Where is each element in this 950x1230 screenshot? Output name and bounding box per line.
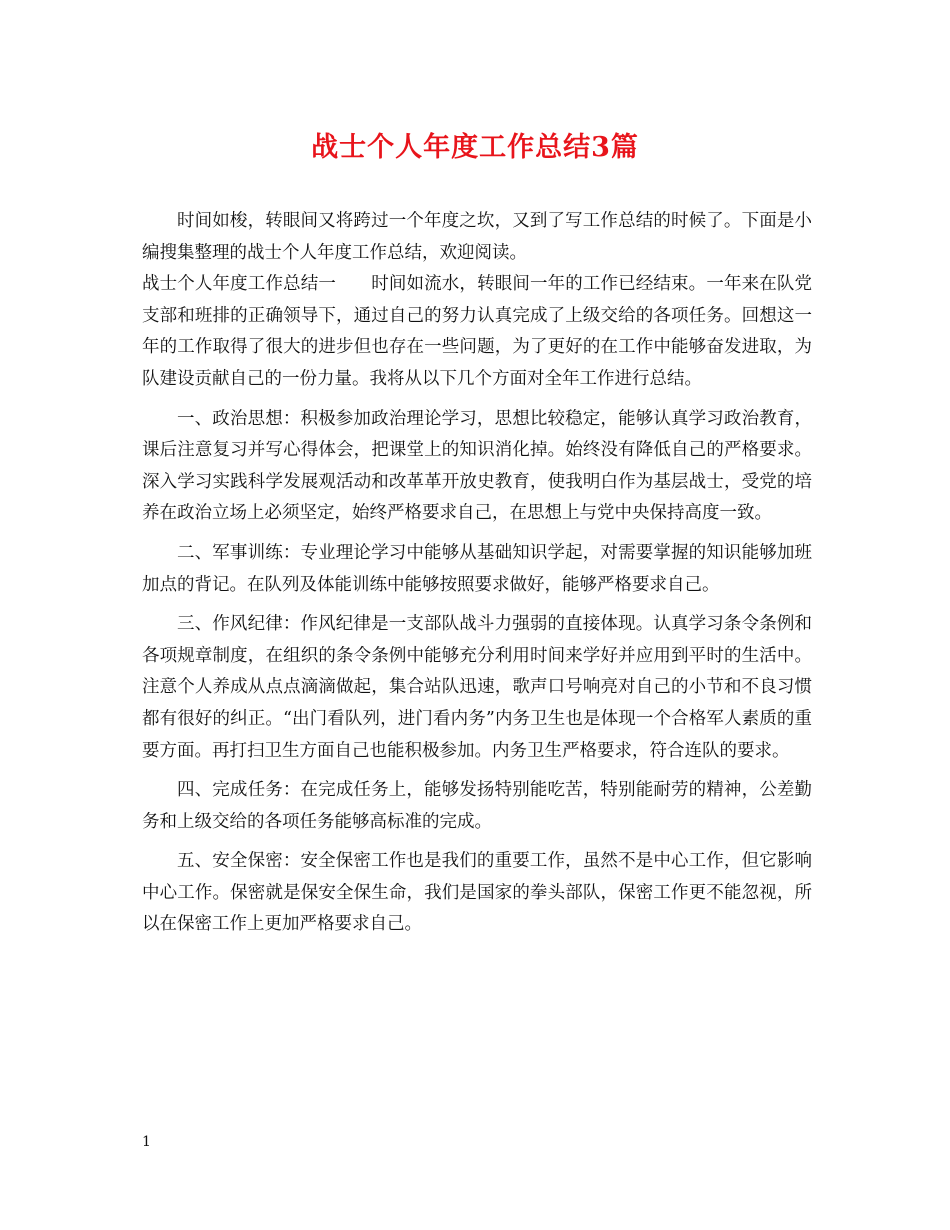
document-body — [142, 206, 812, 941]
security-paragraph: 五、安全保密：安全保密工作也是我们的重要工作，虽然不是中心工作，但它影响中心工作。保密就是保安全保生命，我们是国家的拳头部队，保密工作更不能忽视，所以在保密工作上更加严格要求自己。 — [142, 851, 812, 935]
page-number: 1 — [142, 1134, 151, 1150]
intro-paragraph: 时间如梭，转眼间又将跨过一个年度之坎，又到了写工作总结的时候了。下面是小编搜集整理的战士个人年度工作总结，欢迎阅读。 — [142, 211, 812, 263]
task-completion-paragraph: 四、完成任务：在完成任务上，能够发扬特别能吃苦，特别能耐劳的精神，公差勤务和上级交给的各项任务能够高标准的完成。 — [142, 780, 812, 832]
discipline-paragraph: 三、作风纪律：作风纪律是一支部队战斗力强弱的直接体现。认真学习条令条例和各项规章制度，在组织的条令条例中能够充分利用时间来学好并应用到平时的生活中。注意个人养成从点点滴滴做起，集合站队迅速，歌声口号响亮对自己的小节和不良习惯都有很好的纠正。“出门看队列，进门看内务”内务卫生也是体现一个合格军人素质的重要方面。再打扫卫生方面自己也能积极参加。内务卫生严格要求，符合连队的要求。 — [142, 614, 812, 761]
section-one-intro-paragraph: 战士个人年度工作总结一 时间如流水，转眼间一年的工作已经结束。一年来在队党支部和班排的正确领导下，通过自己的努力认真完成了上级交给的各项任务。回想这一年的工作取得了很大的进步但也存在一些问题，为了更好的在工作中能够奋发进取，为队建设贡献自己的一份力量。我将从以下几个方面对全年工作进行总结。 — [142, 274, 812, 389]
military-training-paragraph: 二、军事训练：专业理论学习中能够从基础知识学起，对需要掌握的知识能够加班加点的背记。在队列及体能训练中能够按照要求做好，能够严格要求自己。 — [142, 542, 812, 595]
political-thought-paragraph: 一、政治思想：积极参加政治理论学习，思想比较稳定，能够认真学习政治教育，课后注意复习并写心得体会，把课堂上的知识消化掉。始终没有降低自己的严格要求。深入学习实践科学发展观活动和改革革开放史教育，使我明白作为基层战士，受党的培养在政治立场上必须坚定，始终严格要求自己，在思想上与党中央保持高度一致。 — [142, 408, 812, 524]
document-title: 战士个人年度工作总结3篇 — [311, 132, 639, 163]
